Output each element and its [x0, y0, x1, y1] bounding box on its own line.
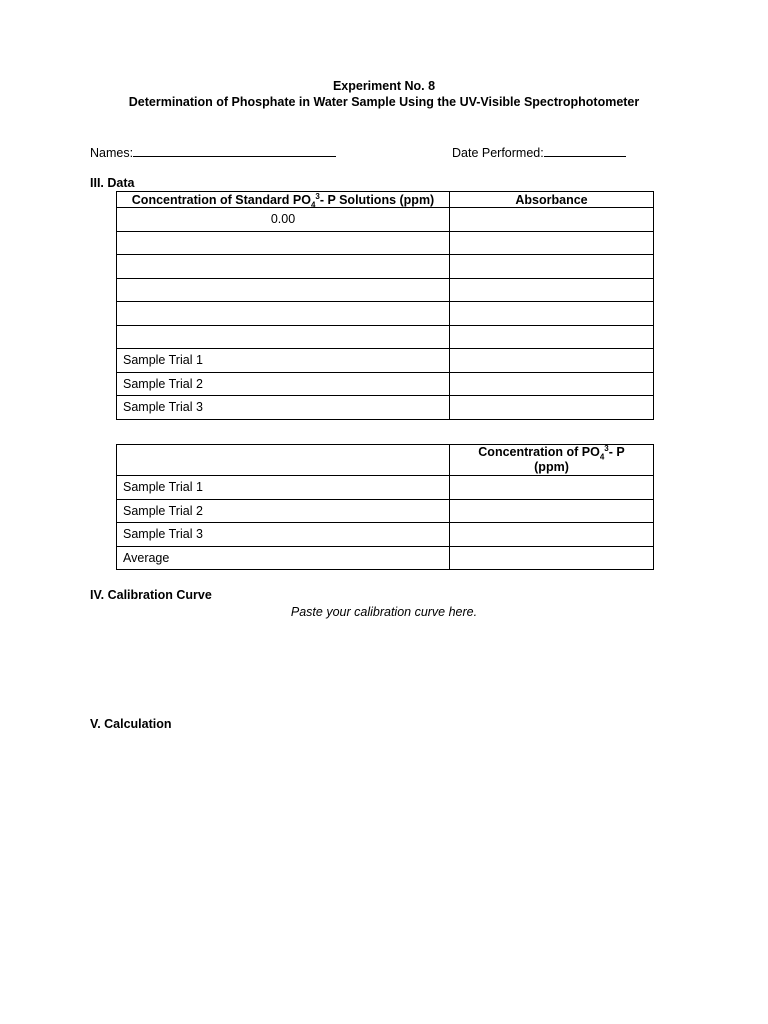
table-cell[interactable] [450, 546, 654, 570]
table-cell[interactable] [117, 302, 450, 326]
table-row [117, 302, 654, 326]
table-cell[interactable] [117, 231, 450, 255]
table-cell[interactable] [117, 255, 450, 279]
table-cell: Sample Trial 1 [117, 349, 450, 373]
standards-table [116, 191, 654, 420]
names-field[interactable] [90, 144, 336, 160]
table-row [117, 231, 654, 255]
table-row [117, 476, 654, 500]
table-row [117, 208, 654, 232]
table-cell[interactable] [450, 372, 654, 396]
table-cell[interactable] [450, 523, 654, 547]
table-row [117, 523, 654, 547]
table-cell[interactable] [450, 278, 654, 302]
table-cell[interactable] [450, 349, 654, 373]
table-row [117, 372, 654, 396]
po4-concentration-header: Concentration of $PO_4^3-$ P (ppm) [450, 445, 654, 476]
sample-concentration-table [116, 444, 654, 570]
absorbance-header: Absorbance [450, 192, 654, 208]
table-row [117, 349, 654, 373]
table-cell[interactable] [450, 208, 654, 232]
calculation-heading: V. Calculation [90, 717, 172, 731]
names-blank[interactable] [133, 144, 336, 157]
table-cell: Sample Trial 3 [117, 523, 450, 547]
experiment-number: Experiment No. 8 [332, 79, 436, 93]
table-row [117, 255, 654, 279]
table-cell[interactable] [450, 325, 654, 349]
table-cell[interactable] [450, 231, 654, 255]
table-row [117, 325, 654, 349]
date-performed-blank[interactable] [544, 144, 626, 157]
experiment-title: Determination of Phosphate in Water Sample Using the UV-Visible Spectrophotometer [128, 95, 640, 109]
table-cell[interactable] [450, 302, 654, 326]
table-cell[interactable] [450, 499, 654, 523]
date-performed-field[interactable] [452, 144, 626, 160]
table-cell: Average [117, 546, 450, 570]
date-performed-label: Date Performed: [452, 146, 544, 160]
table-cell: Sample Trial 2 [117, 499, 450, 523]
data-heading: III. Data [90, 176, 135, 190]
calibration-heading: IV. Calibration Curve [90, 588, 212, 602]
table-row [117, 278, 654, 302]
table-cell[interactable] [117, 325, 450, 349]
table-cell: Sample Trial 3 [117, 396, 450, 420]
calibration-instruction: Paste your calibration curve here. [290, 605, 478, 619]
concentration-header: Concentration of Standard $PO_4^3-$ P Solutions (ppm) [117, 192, 450, 208]
table-row [117, 499, 654, 523]
table-cell[interactable] [450, 255, 654, 279]
table-cell[interactable] [117, 278, 450, 302]
blank-header [117, 445, 450, 476]
table-cell[interactable]: 0.00 [117, 208, 450, 232]
table-row [117, 546, 654, 570]
table-cell[interactable] [450, 476, 654, 500]
table-row [117, 396, 654, 420]
table-cell[interactable] [450, 396, 654, 420]
table-cell: Sample Trial 1 [117, 476, 450, 500]
table-cell: Sample Trial 2 [117, 372, 450, 396]
names-label: Names: [90, 146, 134, 160]
